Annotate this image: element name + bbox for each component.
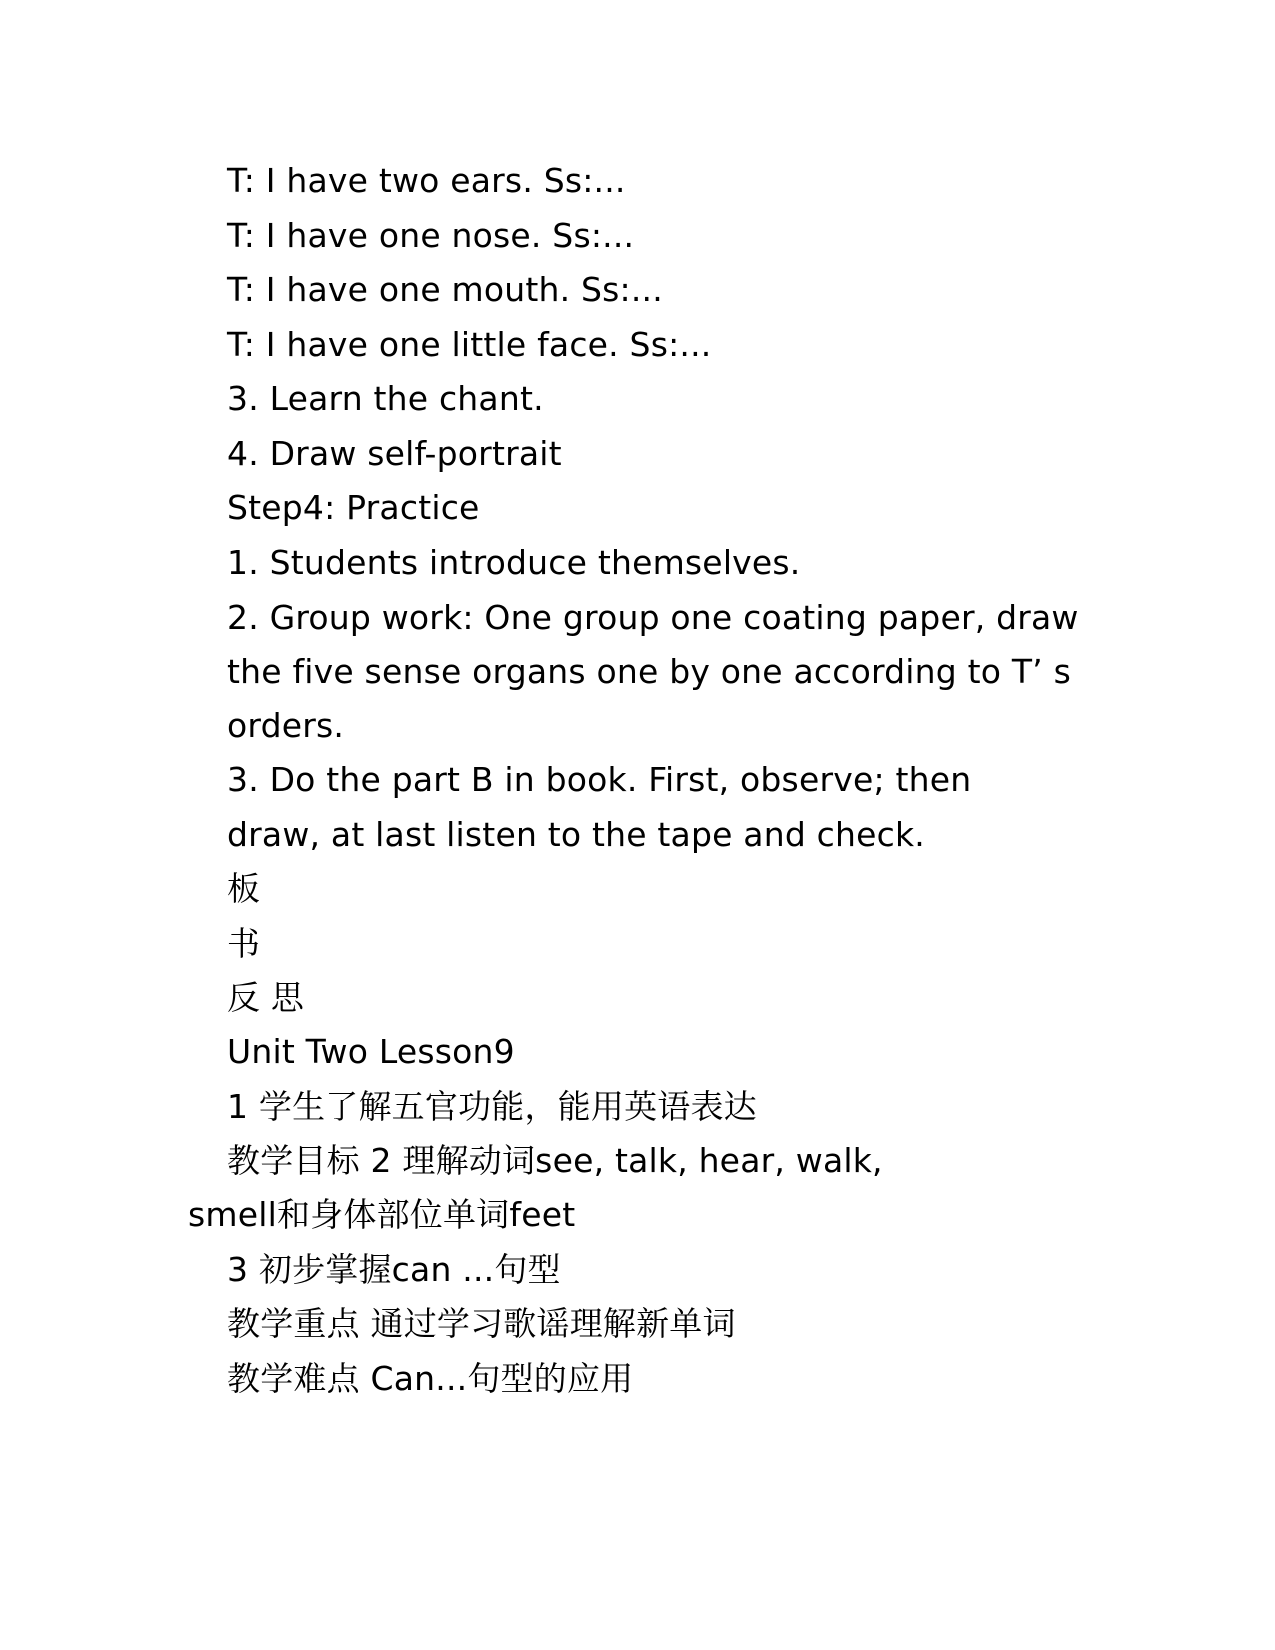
text-line: 教学重点 通过学习歌谣理解新单词 xyxy=(227,1304,736,1343)
text-line: T: I have one nose. Ss:... xyxy=(227,216,635,255)
text-line: 3 初步掌握can ...句型 xyxy=(227,1250,561,1289)
text-line: 板 xyxy=(227,869,261,908)
section-heading: Step4: Practice xyxy=(227,488,480,527)
text-line: 3. Learn the chant. xyxy=(227,379,544,418)
text-line: 反 思 xyxy=(227,978,305,1017)
text-line: T: I have one mouth. Ss:... xyxy=(227,270,663,309)
text-line: 书 xyxy=(227,924,261,963)
text-line: 1 学生了解五官功能，能用英语表达 xyxy=(227,1087,757,1126)
text-line: 4. Draw self-portrait xyxy=(227,434,562,473)
lesson-title: Unit Two Lesson9 xyxy=(227,1032,515,1071)
text-line: T: I have two ears. Ss:... xyxy=(227,161,626,200)
text-line: smell和身体部位单词feet xyxy=(188,1195,576,1234)
text-line: 1. Students introduce themselves. xyxy=(227,543,801,582)
text-line: the five sense organs one by one according to T’ s xyxy=(227,652,1071,691)
text-line: T: I have one little face. Ss:... xyxy=(227,325,712,364)
text-line: 教学难点 Can...句型的应用 xyxy=(227,1359,634,1398)
text-line: orders. xyxy=(227,706,345,745)
text-line: 3. Do the part B in book. First, observe; then xyxy=(227,760,972,799)
text-line: 2. Group work: One group one coating paper, draw xyxy=(227,598,1079,637)
text-line: 教学目标 2 理解动词see, talk, hear, walk, xyxy=(227,1141,883,1180)
text-line: draw, at last listen to the tape and check. xyxy=(227,815,925,854)
